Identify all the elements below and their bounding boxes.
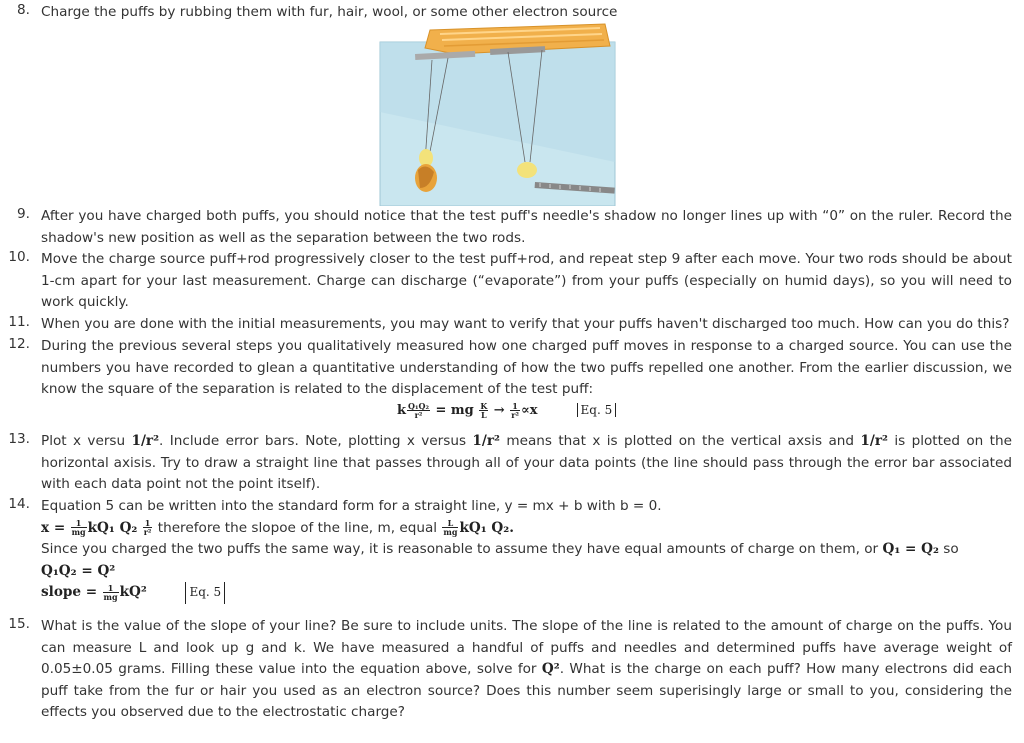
step-number: 13. xyxy=(8,431,30,447)
step-text: During the previous several steps you qualitatively measured how one charged puff moves in response to a charged source. You can use the numbers you have recorded to glean a quantitative understanding of how the two puffs repelled one another. From the earlier discussion, we know the square of the separation is related to the displacement of the test puff: xyxy=(41,338,1012,397)
equation-5: k $\frac{\text{Q₁Q₂}}{\text{r²}}$ = mg $\frac{K}{L}$ → $\frac{1}{\text{r²}}$ ∝x Eq. 5 xyxy=(397,402,616,419)
step-text: Move the charge source puff+rod progressively closer to the test puff+rod, and repeat step 9 after each move. Your two rods should be about 1-cm apart for your last measurement. Charge can discharge (“evaporate”) from your puffs (especially on humid days), so you will need to work quickly. xyxy=(41,251,1012,310)
step-number: 10. xyxy=(8,249,30,265)
step-text: When you are done with the initial measurements, you may want to verify that your puffs haven't discharged too much. How can you do this? xyxy=(41,316,1010,332)
step-number: 12. xyxy=(8,336,30,352)
apparatus-figure xyxy=(370,22,625,206)
test-puff xyxy=(517,162,537,178)
step-number: 9. xyxy=(17,206,30,222)
step-number: 15. xyxy=(8,616,30,632)
step-number: 8. xyxy=(17,2,30,18)
step-text: Charge the puffs by rubbing them with fur, hair, wool, or some other electron source xyxy=(41,4,618,20)
equation-label: Eq. 5 xyxy=(185,582,225,604)
step-text: After you have charged both puffs, you should notice that the test puff's needle's shadow no longer lines up with “0” on the ruler. Record the shadow's new position as well as the separation between the two rods. xyxy=(41,208,1012,246)
equation-label: Eq. 5 xyxy=(577,403,617,417)
step-number: 11. xyxy=(8,314,30,330)
step-number: 14. xyxy=(8,496,30,512)
